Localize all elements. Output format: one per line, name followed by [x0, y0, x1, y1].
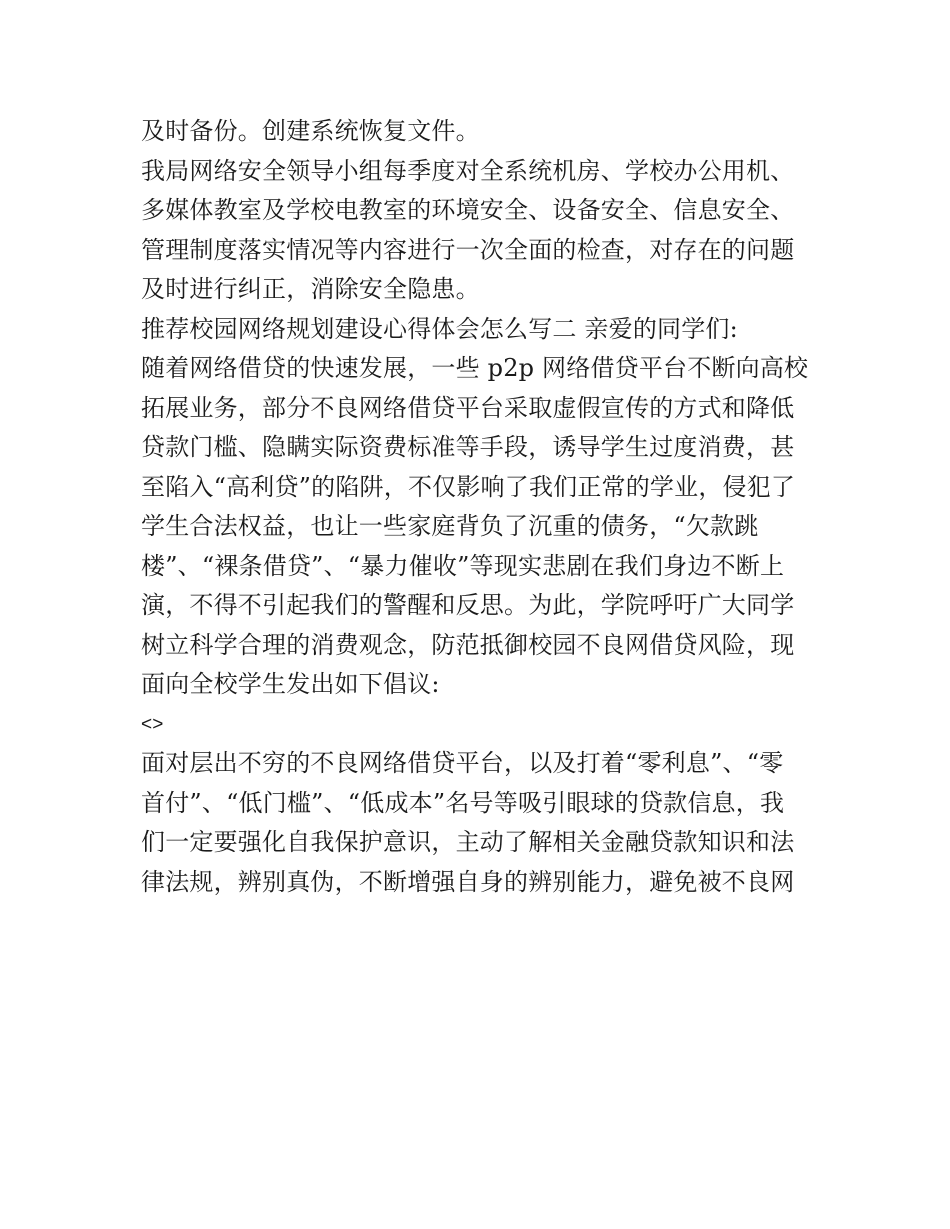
text-line: 演，不得不引起我们的警醒和反思。为此，学院呼吁广大同学 — [141, 591, 795, 619]
text-line: 拓展业务，部分不良网络借贷平台采取虚假宣传的方式和降低 — [141, 393, 795, 422]
text-line: 至陷入“高利贷”的陷阱，不仅影响了我们正常的学业，侵犯了 — [141, 472, 796, 501]
text-line: 随着网络借贷的快速发展，一些 p2p 网络借贷平台不断向高校 — [141, 354, 809, 382]
text-line: 面向全校学生发出如下倡议: — [141, 670, 440, 698]
document-body — [141, 112, 821, 902]
text-line: 及时备份。创建系统恢复文件。 — [141, 117, 480, 145]
text-line: 及时进行纠正，消除安全隐患。 — [141, 275, 480, 303]
text-line: 们一定要强化自我保护意识，主动了解相关金融贷款知识和法 — [141, 828, 795, 856]
text-line: 多媒体教室及学校电教室的环境安全、设备安全、信息安全、 — [141, 196, 795, 224]
section-heading: 推荐校园网络规划建设心得体会怎么写二 亲爱的同学们: — [141, 314, 738, 343]
text-line: 首付”、“低门槛”、“低成本”名号等吸引眼球的贷款信息，我 — [141, 788, 785, 817]
text-line: 贷款门槛、隐瞒实际资费标准等手段，诱导学生过度消费，甚 — [141, 433, 795, 461]
text-line: 学生合法权益，也让一些家庭背负了沉重的债务，“欠款跳 — [141, 512, 759, 540]
text-line: 律法规，辨别真伪，不断增强自身的辨别能力，避免被不良网 — [141, 867, 795, 896]
text-line: 楼”、“裸条借贷”、“暴力催收”等现实悲剧在我们身边不断上 — [141, 551, 785, 580]
text-line: 面对层出不穷的不良网络借贷平台，以及打着“零利息”、“零 — [141, 749, 784, 777]
text-line: 我局网络安全领导小组每季度对全系统机房、学校办公用机、 — [141, 156, 795, 185]
text-line: 树立科学合理的消费观念，防范抵御校园不良网借贷风险，现 — [141, 630, 795, 659]
text-line: 管理制度落实情况等内容进行一次全面的检查，对存在的问题 — [141, 235, 795, 264]
placeholder-marker: <> — [141, 713, 164, 735]
